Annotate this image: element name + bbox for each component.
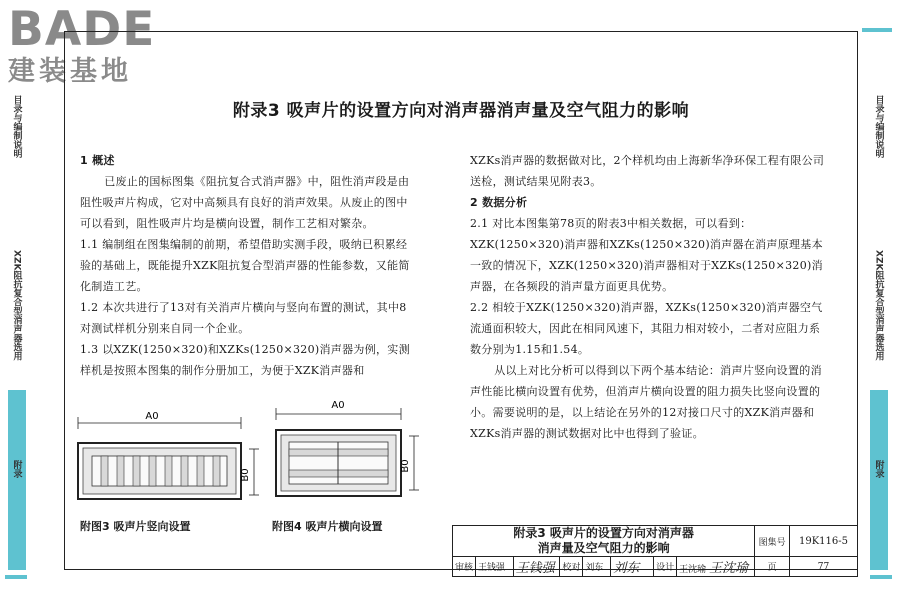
section-heading-overview: 1 概述 [80,154,115,167]
page-number: 77 [790,557,858,577]
tab-xzk-selection[interactable] [8,240,26,390]
tab-appendix-label: 附录 [11,460,22,478]
fig4-dim-b0: B0 [400,459,411,473]
tab-contents-right[interactable] [870,85,888,240]
accent-bar-top [862,28,892,32]
tab-xzk-selection-right[interactable] [870,240,888,390]
accent-bar-bottom-left [5,575,27,579]
fig4-dim-a0: A0 [331,400,345,411]
logo-text: BADE [8,2,156,57]
figure-4-diagram [268,390,428,505]
paragraph: 1.3 以XZK(1250×320)和XZKs(1250×320)消声器为例，实测样机是按照本图集的制作分册加工，为便于XZK消声器和 [80,343,410,377]
left-column [80,150,410,381]
paragraph: 1.2 本次共进行了13对有关消声片横向与竖向布置的测试，其中8对测试样机分别来自同一个企业。 [80,301,407,335]
page-label: 页 [755,557,790,577]
paragraph: 已废止的国标图集《阻抗复合式消声器》中，阻性消声段是由阻性吸声片构成，它对中高频具有良好的消声效果。从废止的图中可以看到，阻性吸声片均是横向设置，制作工艺相对繁杂。 [80,175,410,230]
tab-appendix[interactable] [8,390,26,570]
atlas-no: 19K116-5 [790,526,858,557]
paragraph-conclusion: 从以上对比分析可以得到以下两个基本结论：消声片竖向设置的消声性能比横向设置有优势，但消声片横向设置的阻力损失比竖向设置的小。需要说明的是，以上结论在另外的12对接口尺寸的XZK消声器和XZKs消声器的测试数据对比中也得到了验证。 [470,364,822,440]
side-tabs-left [8,85,26,570]
logo-subtitle: 建装基地 [8,56,132,87]
tab-appendix-right[interactable] [870,390,888,570]
section-heading-data-analysis: 2 数据分析 [470,196,528,209]
tab-xzk-right-label: XZK阻抗复合型消声器选用 [873,250,884,361]
proof-label: 校对 [560,557,583,577]
accent-bar-bottom-right [870,575,892,579]
designer-signature: 王沈瑜 [708,561,748,576]
tab-contents[interactable] [8,85,26,240]
paragraph: 2.2 相较于XZK(1250×320)消声器，XZKs(1250×320)消声器空气流通面积较大，因此在相同风速下，其阻力相对较小，二者对应阻力系数分别为1.15和1.54。 [470,301,823,356]
paragraph: 1.1 编制组在图集编制的前期，希望借助实测手段，吸纳已积累经验的基础上，既能提升XZK阻抗复合型消声器的性能参数，又能简化制造工艺。 [80,238,410,293]
proofreader-signature: 刘东 [611,557,654,577]
proofreader-name: 刘东 [583,557,611,577]
tab-contents-label: 目录与编制说明 [11,95,22,158]
designer-name-and-signature [677,557,755,577]
title-block [452,525,858,577]
side-tabs-right [870,85,888,570]
right-column [470,150,830,444]
title-block-line1: 附录3 吸声片的设置方向对消声器 [513,526,694,540]
design-label: 设计 [654,557,677,577]
review-label: 审核 [453,557,476,577]
designer-name: 王沈瑜 [679,565,707,575]
tab-xzk-label: XZK阻抗复合型消声器选用 [11,250,22,361]
reviewer-name: 王钱强 [476,557,514,577]
atlas-no-label: 图集号 [755,526,790,557]
title-block-line2: 消声量及空气阻力的影响 [537,541,670,555]
figure-4-caption: 附图4 吸声片横向设置 [272,520,383,533]
fig3-dim-a0: A0 [145,411,159,422]
reviewer-signature: 王钱强 [513,557,560,577]
fig3-dim-b0: B0 [240,468,251,482]
paragraph: XZKs消声器的数据做对比，2个样机均由上海新华净环保工程有限公司送检，测试结果见附表3。 [470,154,825,188]
paragraph: 2.1 对比本图集第78页的附表3中相关数据，可以看到：XZK(1250×320)消声器和XZKs(1250×320)消声器在消声原理基本一致的情况下，XZK(1250×320)消声器相对于XZKs(1250×320)消声器，在各频段的消声量方面更具优势。 [470,217,823,293]
tab-contents-right-label: 目录与编制说明 [873,95,884,158]
figure-3-diagram [66,405,266,505]
page-title: 附录3 吸声片的设置方向对消声器消声量及空气阻力的影响 [232,101,690,121]
title-block-title [453,526,755,557]
tab-appendix-right-label: 附录 [873,460,884,478]
figure-3-caption: 附图3 吸声片竖向设置 [80,520,191,533]
